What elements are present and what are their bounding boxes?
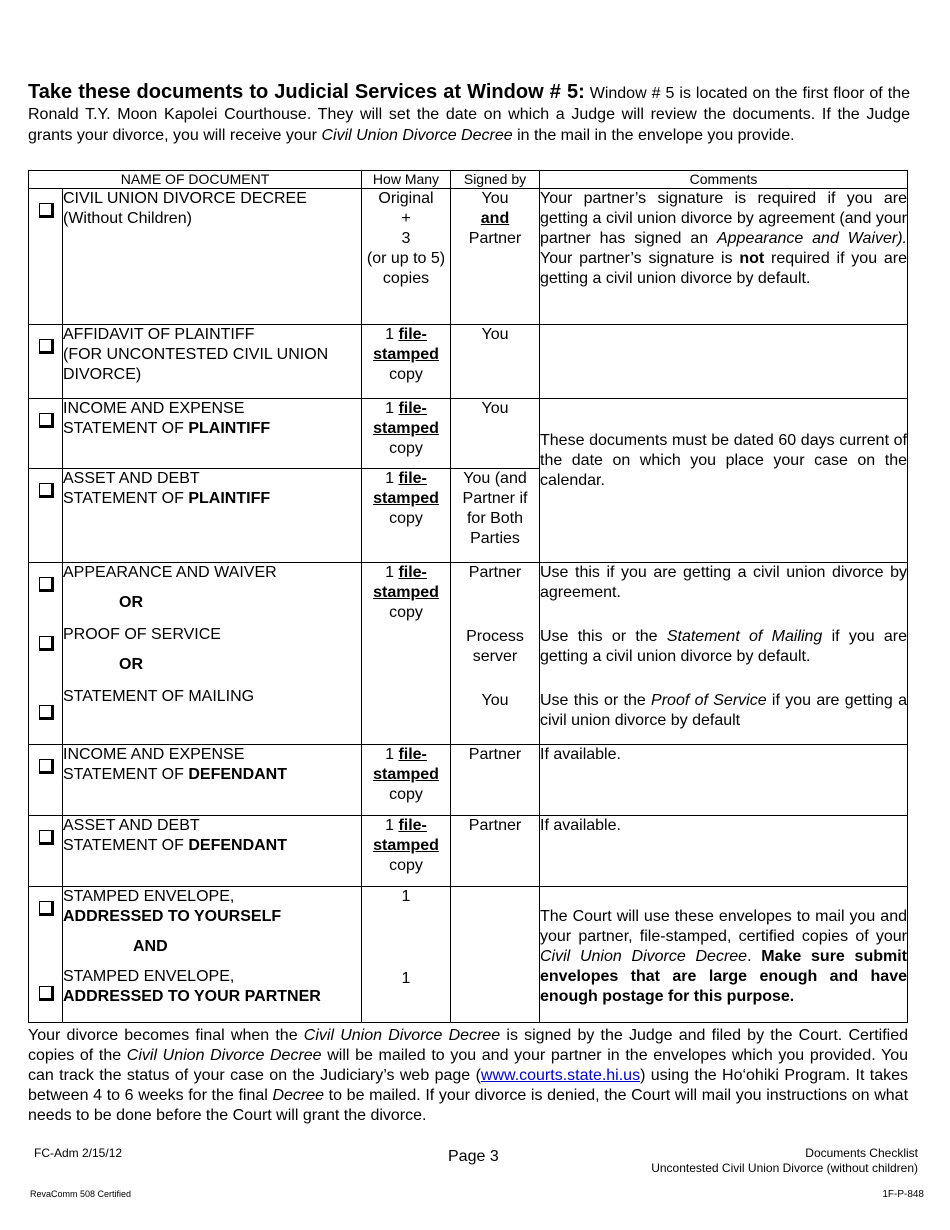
how-many: Original + 3 (or up to 5) copies bbox=[362, 189, 451, 325]
how-many: 1 file- stamped copy bbox=[362, 399, 451, 469]
checkbox[interactable] bbox=[39, 577, 54, 592]
page-number: Page 3 bbox=[448, 1148, 499, 1165]
how-many: 1 file- stamped copy bbox=[362, 745, 451, 816]
comment: If available. bbox=[540, 816, 908, 887]
checkbox[interactable] bbox=[39, 636, 54, 651]
checkbox[interactable] bbox=[39, 759, 54, 774]
comment: Use this if you are getting a civil union divorce by agreement. Use this or the Statement of Mailing if you are getting a civil union divorce by default. Use this or the Proof of Service if you are getting a civil union divorce by default bbox=[540, 563, 908, 745]
checkbox[interactable] bbox=[39, 483, 54, 498]
checkbox[interactable] bbox=[39, 901, 54, 916]
form-code: 1F-P-848 bbox=[882, 1189, 924, 1200]
signed-by: You (and Partner if for Both Parties bbox=[451, 469, 540, 563]
table-row bbox=[29, 745, 908, 816]
document-name: ASSET AND DEBT STATEMENT OF PLAINTIFF bbox=[63, 469, 362, 563]
how-many: 1 1 bbox=[362, 887, 451, 1023]
header-comments: Comments bbox=[540, 171, 908, 189]
signed-by: You and Partner bbox=[451, 189, 540, 325]
intro-heading: Take these documents to Judicial Services at Window # 5: bbox=[28, 81, 585, 103]
signed-by: Partner Process server You bbox=[451, 563, 540, 745]
header-signed-by: Signed by bbox=[451, 171, 540, 189]
document-name: INCOME AND EXPENSE STATEMENT OF PLAINTIFF bbox=[63, 399, 362, 469]
judiciary-link[interactable]: www.courts.state.hi.us bbox=[480, 1067, 641, 1084]
header-how-many: How Many bbox=[362, 171, 451, 189]
closing-paragraph: Your divorce becomes final when the Civil Union Divorce Decree is signed by the Judge and filed by the Court. Certified copies of the Civil Union Divorce Decree will be mailed to you and your partner in the envelopes which you provided. You can track the status of your case on the Judiciary’s web page (www.courts.state.hi.us) using the Ho‘ohiki Program. It takes between 4 to 6 weeks for the final Decree to be mailed. If your divorce is denied, the Court will mail you instructions on what needs to be done before the Court will grant the divorce. bbox=[28, 1027, 909, 1124]
table-row bbox=[29, 816, 908, 887]
document-name: INCOME AND EXPENSE STATEMENT OF DEFENDANT bbox=[63, 745, 362, 816]
how-many: 1 file- stamped copy bbox=[362, 325, 451, 399]
signed-by: Partner bbox=[451, 745, 540, 816]
checkbox[interactable] bbox=[39, 413, 54, 428]
table-row bbox=[29, 189, 908, 325]
table-header-row bbox=[29, 171, 908, 189]
how-many: 1 file- stamped copy bbox=[362, 563, 451, 745]
documents-checklist-table bbox=[28, 170, 908, 1023]
comment: Your partner’s signature is required if you are getting a civil union divorce by agreement (and your partner has signed an Appearance and Waiver). Your partner’s signature is not required if you are getting a civil union divorce by default. bbox=[540, 189, 908, 325]
document-name: CIVIL UNION DIVORCE DECREE (Without Children) bbox=[63, 189, 362, 325]
signed-by: You bbox=[451, 325, 540, 399]
certification-note: RevaComm 508 Certified bbox=[30, 1189, 132, 1199]
comment: These documents must be dated 60 days current of the date on which you place your case on the calendar. bbox=[540, 399, 908, 563]
footer-title: Documents Checklist Uncontested Civil Union Divorce (without children) bbox=[651, 1146, 918, 1175]
document-name: ASSET AND DEBT STATEMENT OF DEFENDANT bbox=[63, 816, 362, 887]
table-row bbox=[29, 399, 908, 469]
intro-paragraph: Take these documents to Judicial Services at Window # 5: Window # 5 is located on the first floor of the Ronald T.Y. Moon Kapolei Courthouse. They will set the date on which a Judge will review the documents. If the Judge grants your divorce, you will receive your Civil Union Divorce Decree in the mail in the envelope you provide. bbox=[28, 81, 910, 144]
signed-by: You bbox=[451, 399, 540, 469]
comment: If available. bbox=[540, 745, 908, 816]
table-row bbox=[29, 887, 908, 1023]
form-id: FC-Adm 2/15/12 bbox=[34, 1146, 123, 1160]
document-name: APPEARANCE AND WAIVER OR PROOF OF SERVICE OR STATEMENT OF MAILING bbox=[63, 563, 362, 745]
header-name: NAME OF DOCUMENT bbox=[29, 171, 362, 189]
how-many: 1 file- stamped copy bbox=[362, 816, 451, 887]
checkbox[interactable] bbox=[39, 203, 54, 218]
table-row bbox=[29, 563, 908, 745]
comment: The Court will use these envelopes to mail you and your partner, file-stamped, certified copies of your Civil Union Divorce Decree. Make sure submit envelopes that are large enough and have enough postage for this purpose. bbox=[540, 887, 908, 1023]
checkbox[interactable] bbox=[39, 986, 54, 1001]
table-row bbox=[29, 325, 908, 399]
document-name: AFFIDAVIT OF PLAINTIFF (FOR UNCONTESTED CIVIL UNION DIVORCE) bbox=[63, 325, 362, 399]
signed-by: Partner bbox=[451, 816, 540, 887]
document-name: STAMPED ENVELOPE, ADDRESSED TO YOURSELF AND STAMPED ENVELOPE, ADDRESSED TO YOUR PARTNER bbox=[63, 887, 362, 1023]
checkbox[interactable] bbox=[39, 705, 54, 720]
how-many: 1 file- stamped copy bbox=[362, 469, 451, 563]
checkbox[interactable] bbox=[39, 339, 54, 354]
checkbox[interactable] bbox=[39, 830, 54, 845]
